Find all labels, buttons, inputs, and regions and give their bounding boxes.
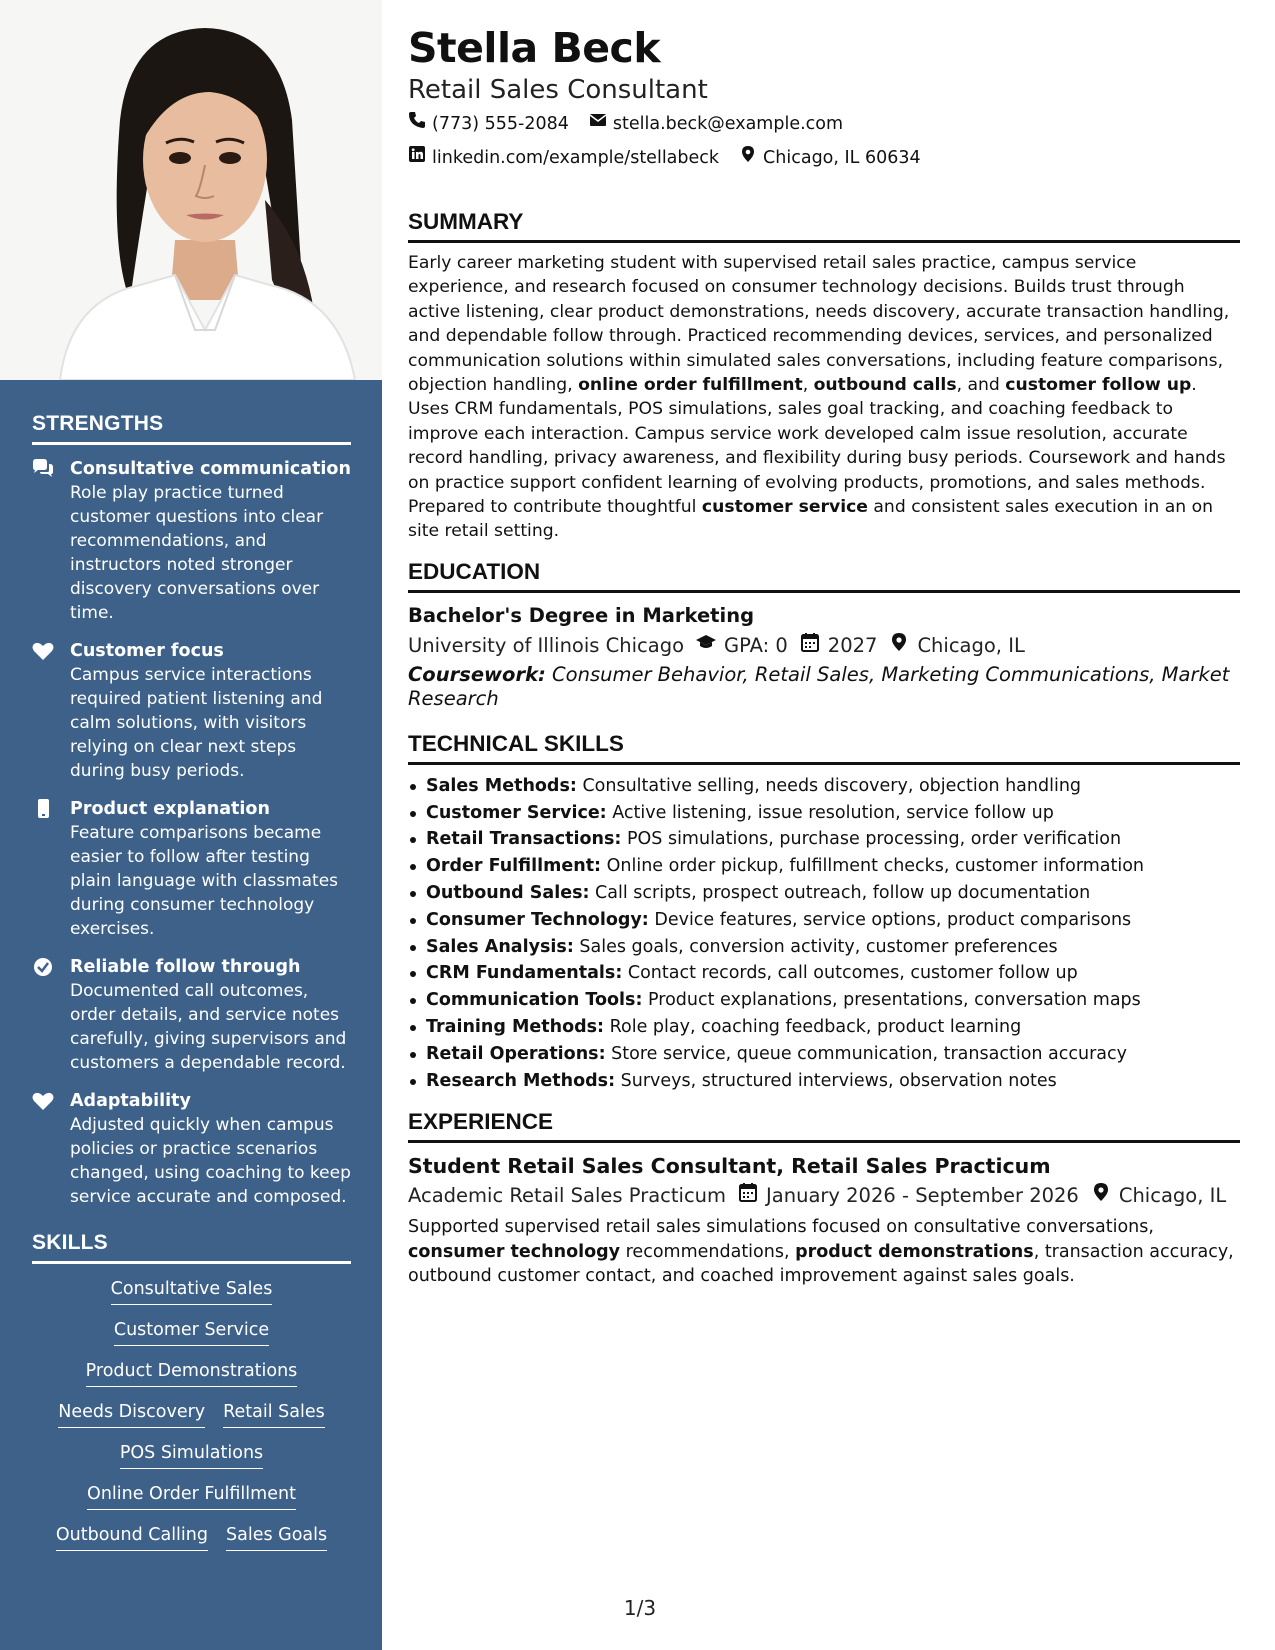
strength-title: Customer focus [70, 641, 224, 661]
skill-row [32, 1482, 351, 1510]
heart-icon [32, 641, 54, 661]
skill-tag: Needs Discovery [58, 1400, 205, 1428]
strength-item [32, 797, 351, 941]
organization-name: Academic Retail Sales Practicum [408, 1184, 727, 1208]
strength-desc: Role play practice turned customer questions into clear recommendations, and instructors noted stronger discovery conversations over time. [70, 483, 324, 623]
strength-title: Product explanation [70, 799, 270, 819]
gpa-item [696, 631, 788, 661]
skill-tag: Product Demonstrations [86, 1359, 298, 1387]
page-number: 1/3 [623, 1596, 657, 1620]
skill-tag: Sales Goals [226, 1523, 327, 1551]
list-item: Retail Transactions: POS simulations, purchase processing, order verification [408, 826, 1240, 853]
experience-heading: EXPERIENCE [408, 1108, 1240, 1143]
list-item: Training Methods: Role play, coaching feedback, product learning [408, 1014, 1240, 1041]
education-heading: EDUCATION [408, 558, 1240, 593]
edu-location-item [889, 631, 1024, 661]
skill-tag: Retail Sales [223, 1400, 325, 1428]
year-item [800, 631, 878, 661]
year-text: 2027 [827, 633, 878, 657]
experience-meta [408, 1181, 1240, 1211]
contact-location [739, 142, 921, 174]
strength-desc: Adjusted quickly when campus policies or practice scenarios changed, using coaching to keep service accurate and composed. [70, 1115, 351, 1207]
linkedin-icon [408, 142, 426, 174]
location-text: Chicago, IL 60634 [763, 148, 921, 168]
skill-row [32, 1441, 351, 1469]
contact-row [408, 142, 1240, 174]
summary-section [408, 208, 1240, 544]
skill-tag: Online Order Fulfillment [87, 1482, 296, 1510]
list-item: Communication Tools: Product explanations, presentations, conversation maps [408, 987, 1240, 1014]
skill-row [32, 1359, 351, 1387]
edu-location-text: Chicago, IL [917, 633, 1025, 657]
list-item: Sales Analysis: Sales goals, conversion activity, customer preferences [408, 934, 1240, 961]
phone-text: (773) 555-2084 [432, 114, 569, 134]
strength-desc: Documented call outcomes, order details, and service notes carefully, giving supervisors and customers a dependable record. [70, 981, 347, 1073]
skill-tag: Customer Service [114, 1318, 269, 1346]
strength-item [32, 457, 351, 625]
skill-tag: Outbound Calling [56, 1523, 208, 1551]
strength-item [32, 639, 351, 783]
job-description: Supported supervised retail sales simulations focused on consultative conversations, consumer technology recommendations, product demonstrations, transaction accuracy, outbound customer contact, and coached improvement against sales goals. [408, 1217, 1234, 1287]
experience-section [408, 1108, 1240, 1289]
sidebar [0, 0, 382, 1650]
dates-item [738, 1181, 1079, 1211]
calendar-icon [738, 1181, 758, 1211]
strength-item [32, 1089, 351, 1209]
contact-row [408, 108, 1240, 140]
calendar-icon [800, 631, 820, 661]
list-item: Consumer Technology: Device features, service options, product comparisons [408, 907, 1240, 934]
contact-linkedin[interactable] [408, 142, 719, 174]
heart-icon [32, 1091, 54, 1111]
chat-bubbles-icon [32, 459, 54, 479]
map-pin-icon [739, 142, 757, 174]
technical-skills-list [408, 773, 1240, 1095]
sidebar-content [32, 412, 351, 1551]
gpa-text: GPA: 0 [724, 633, 788, 657]
list-item: Order Fulfillment: Online order pickup, fulfillment checks, customer information [408, 853, 1240, 880]
contact-email[interactable] [589, 108, 843, 140]
contact-phone [408, 108, 569, 140]
check-circle-icon [32, 957, 54, 977]
list-item: Retail Operations: Store service, queue communication, transaction accuracy [408, 1041, 1240, 1068]
list-item: Customer Service: Active listening, issue resolution, service follow up [408, 800, 1240, 827]
dates-text: January 2026 - September 2026 [766, 1184, 1079, 1208]
list-item: Sales Methods: Consultative selling, needs discovery, objection handling [408, 773, 1240, 800]
list-item: Outbound Sales: Call scripts, prospect outreach, follow up documentation [408, 880, 1240, 907]
linkedin-text[interactable]: linkedin.com/example/stellabeck [432, 148, 720, 168]
phone-icon [408, 108, 426, 140]
strength-title: Reliable follow through [70, 957, 301, 977]
map-pin-icon [889, 631, 909, 661]
education-meta [408, 631, 1240, 661]
school-name: University of Illinois Chicago [408, 633, 684, 657]
strength-desc: Campus service interactions required patient listening and calm solutions, with visitors relying on clear next steps during busy periods. [70, 665, 323, 781]
summary-text: Early career marketing student with supervised retail sales practice, campus service experience, and research focused on consumer technology decisions. Builds trust through active listening, clear product demonstrations, needs discovery, accurate transaction handling, and dependable follow through. Practiced recommending devices, services, and personalized communication solutions within simulated sales conversations, including feature comparisons, objection handling, online order fulfillment, outbound calls, and customer follow up. Uses CRM fundamentals, POS simulations, sales goal tracking, and coaching feedback to improve each interaction. Campus service work developed calm issue resolution, accurate record handling, privacy awareness, and flexibility during busy periods. Coursework and hands on practice support confident learning of evolving products, promotions, and sales methods. Prepared to contribute thoughtful customer service and consistent sales execution in an on site retail setting. [408, 253, 1230, 542]
skill-row [32, 1400, 351, 1428]
list-item: Research Methods: Surveys, structured interviews, observation notes [408, 1068, 1240, 1095]
main-content [408, 22, 1240, 1289]
skill-row [32, 1277, 351, 1305]
skill-tag: Consultative Sales [111, 1277, 273, 1305]
degree-title: Bachelor's Degree in Marketing [408, 603, 755, 627]
skill-row [32, 1523, 351, 1551]
envelope-icon [589, 108, 607, 140]
graduation-cap-icon [696, 631, 716, 661]
strength-desc: Feature comparisons became easier to follow after testing plain language with classmates during consumer technology exercises. [70, 823, 339, 939]
skill-row [32, 1318, 351, 1346]
education-section [408, 558, 1240, 712]
job-location-item [1091, 1181, 1226, 1211]
job-location-text: Chicago, IL [1118, 1184, 1227, 1208]
summary-heading: SUMMARY [408, 208, 1240, 243]
strength-title: Consultative communication [70, 459, 351, 479]
skill-tag: POS Simulations [120, 1441, 263, 1469]
coursework: Coursework: Consumer Behavior, Retail Sales, Marketing Communications, Market Research [408, 662, 1230, 711]
strength-item [32, 955, 351, 1075]
technical-skills-section [408, 730, 1240, 1095]
list-item: CRM Fundamentals: Contact records, call outcomes, customer follow up [408, 960, 1240, 987]
candidate-name: Stella Beck [408, 24, 661, 72]
strength-title: Adaptability [70, 1091, 191, 1111]
map-pin-icon [1091, 1181, 1111, 1211]
mobile-phone-icon [32, 799, 54, 819]
email-text[interactable]: stella.beck@example.com [612, 114, 844, 134]
skills-heading: SKILLS [32, 1231, 351, 1264]
strengths-heading: STRENGTHS [32, 412, 351, 445]
job-title: Student Retail Sales Consultant, Retail Sales Practicum [408, 1154, 1051, 1179]
technical-skills-heading: TECHNICAL SKILLS [408, 730, 1240, 765]
candidate-role: Retail Sales Consultant [408, 75, 708, 105]
profile-photo [0, 0, 382, 380]
